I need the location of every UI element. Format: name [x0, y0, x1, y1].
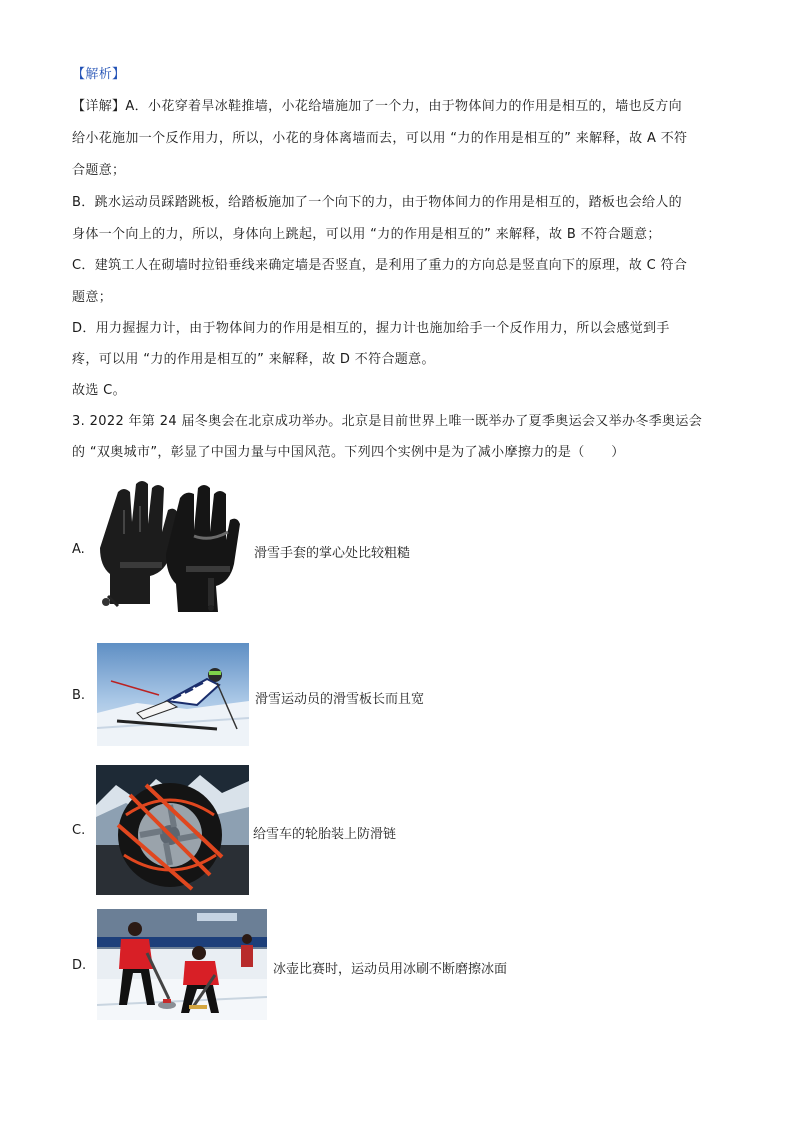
option-b-letter: B. [72, 688, 86, 703]
option-b-text: 滑雪运动员的滑雪板长而且宽 [255, 692, 425, 707]
option-a-letter: A. [72, 542, 85, 557]
analysis-line-1: 【详解】A．小花穿着旱冰鞋推墙，小花给墙施加了一个力，由于物体间力的作用是相互的，墙也反方向 [72, 99, 682, 114]
option-d-text: 冰壶比赛时，运动员用冰刷不断磨擦冰面 [273, 962, 508, 977]
analysis-line-8: D．用力握握力计，由于物体间力的作用是相互的，握力计也施加给手一个反作用力，所以会感觉到手 [72, 321, 670, 336]
curling-photo [97, 909, 267, 1020]
analysis-line-2: 给小花施加一个反作用力，所以，小花的身体离墙而去，可以用 “力的作用是相互的” 来解释，故 A 不符 [72, 131, 688, 146]
option-c-letter: C. [72, 823, 86, 838]
analysis-heading: 【解析】 [72, 67, 126, 82]
option-c-text: 给雪车的轮胎装上防滑链 [253, 827, 397, 842]
ski-gloves-photo [96, 478, 248, 613]
option-a-text: 滑雪手套的掌心处比较粗糙 [254, 546, 411, 561]
question-line-2: 的 “双奥城市”，彰显了中国力量与中国风范。下列四个实例中是为了减小摩擦力的是（ ） [72, 445, 625, 460]
option-d-letter: D. [72, 958, 87, 973]
analysis-line-4: B．跳水运动员踩踏跳板，给踏板施加了一个向下的力，由于物体间力的作用是相互的，踏板也会给人的 [72, 195, 683, 210]
analysis-line-5: 身体一个向上的力，所以，身体向上跳起，可以用 “力的作用是相互的” 来解释，故 B 不符合题意； [72, 227, 661, 242]
analysis-line-6: C．建筑工人在砌墙时拉铅垂线来确定墙是否竖直，是利用了重力的方向总是竖直向下的原理，故 C 符合 [72, 258, 688, 273]
analysis-line-7: 题意； [72, 290, 113, 305]
analysis-line-9: 疼，可以用 “力的作用是相互的” 来解释，故 D 不符合题意。 [72, 352, 435, 367]
analysis-conclusion: 故选 C。 [72, 383, 126, 398]
skier-photo [97, 643, 249, 746]
analysis-line-3: 合题意； [72, 163, 126, 178]
tire-chain-photo [96, 765, 249, 895]
detail-label: 【详解】 [72, 99, 126, 114]
question-line-1: 3. 2022 年第 24 届冬奥会在北京成功举办。北京是目前世界上唯一既举办了夏季奥运会又举办冬季奥运会 [72, 414, 703, 429]
